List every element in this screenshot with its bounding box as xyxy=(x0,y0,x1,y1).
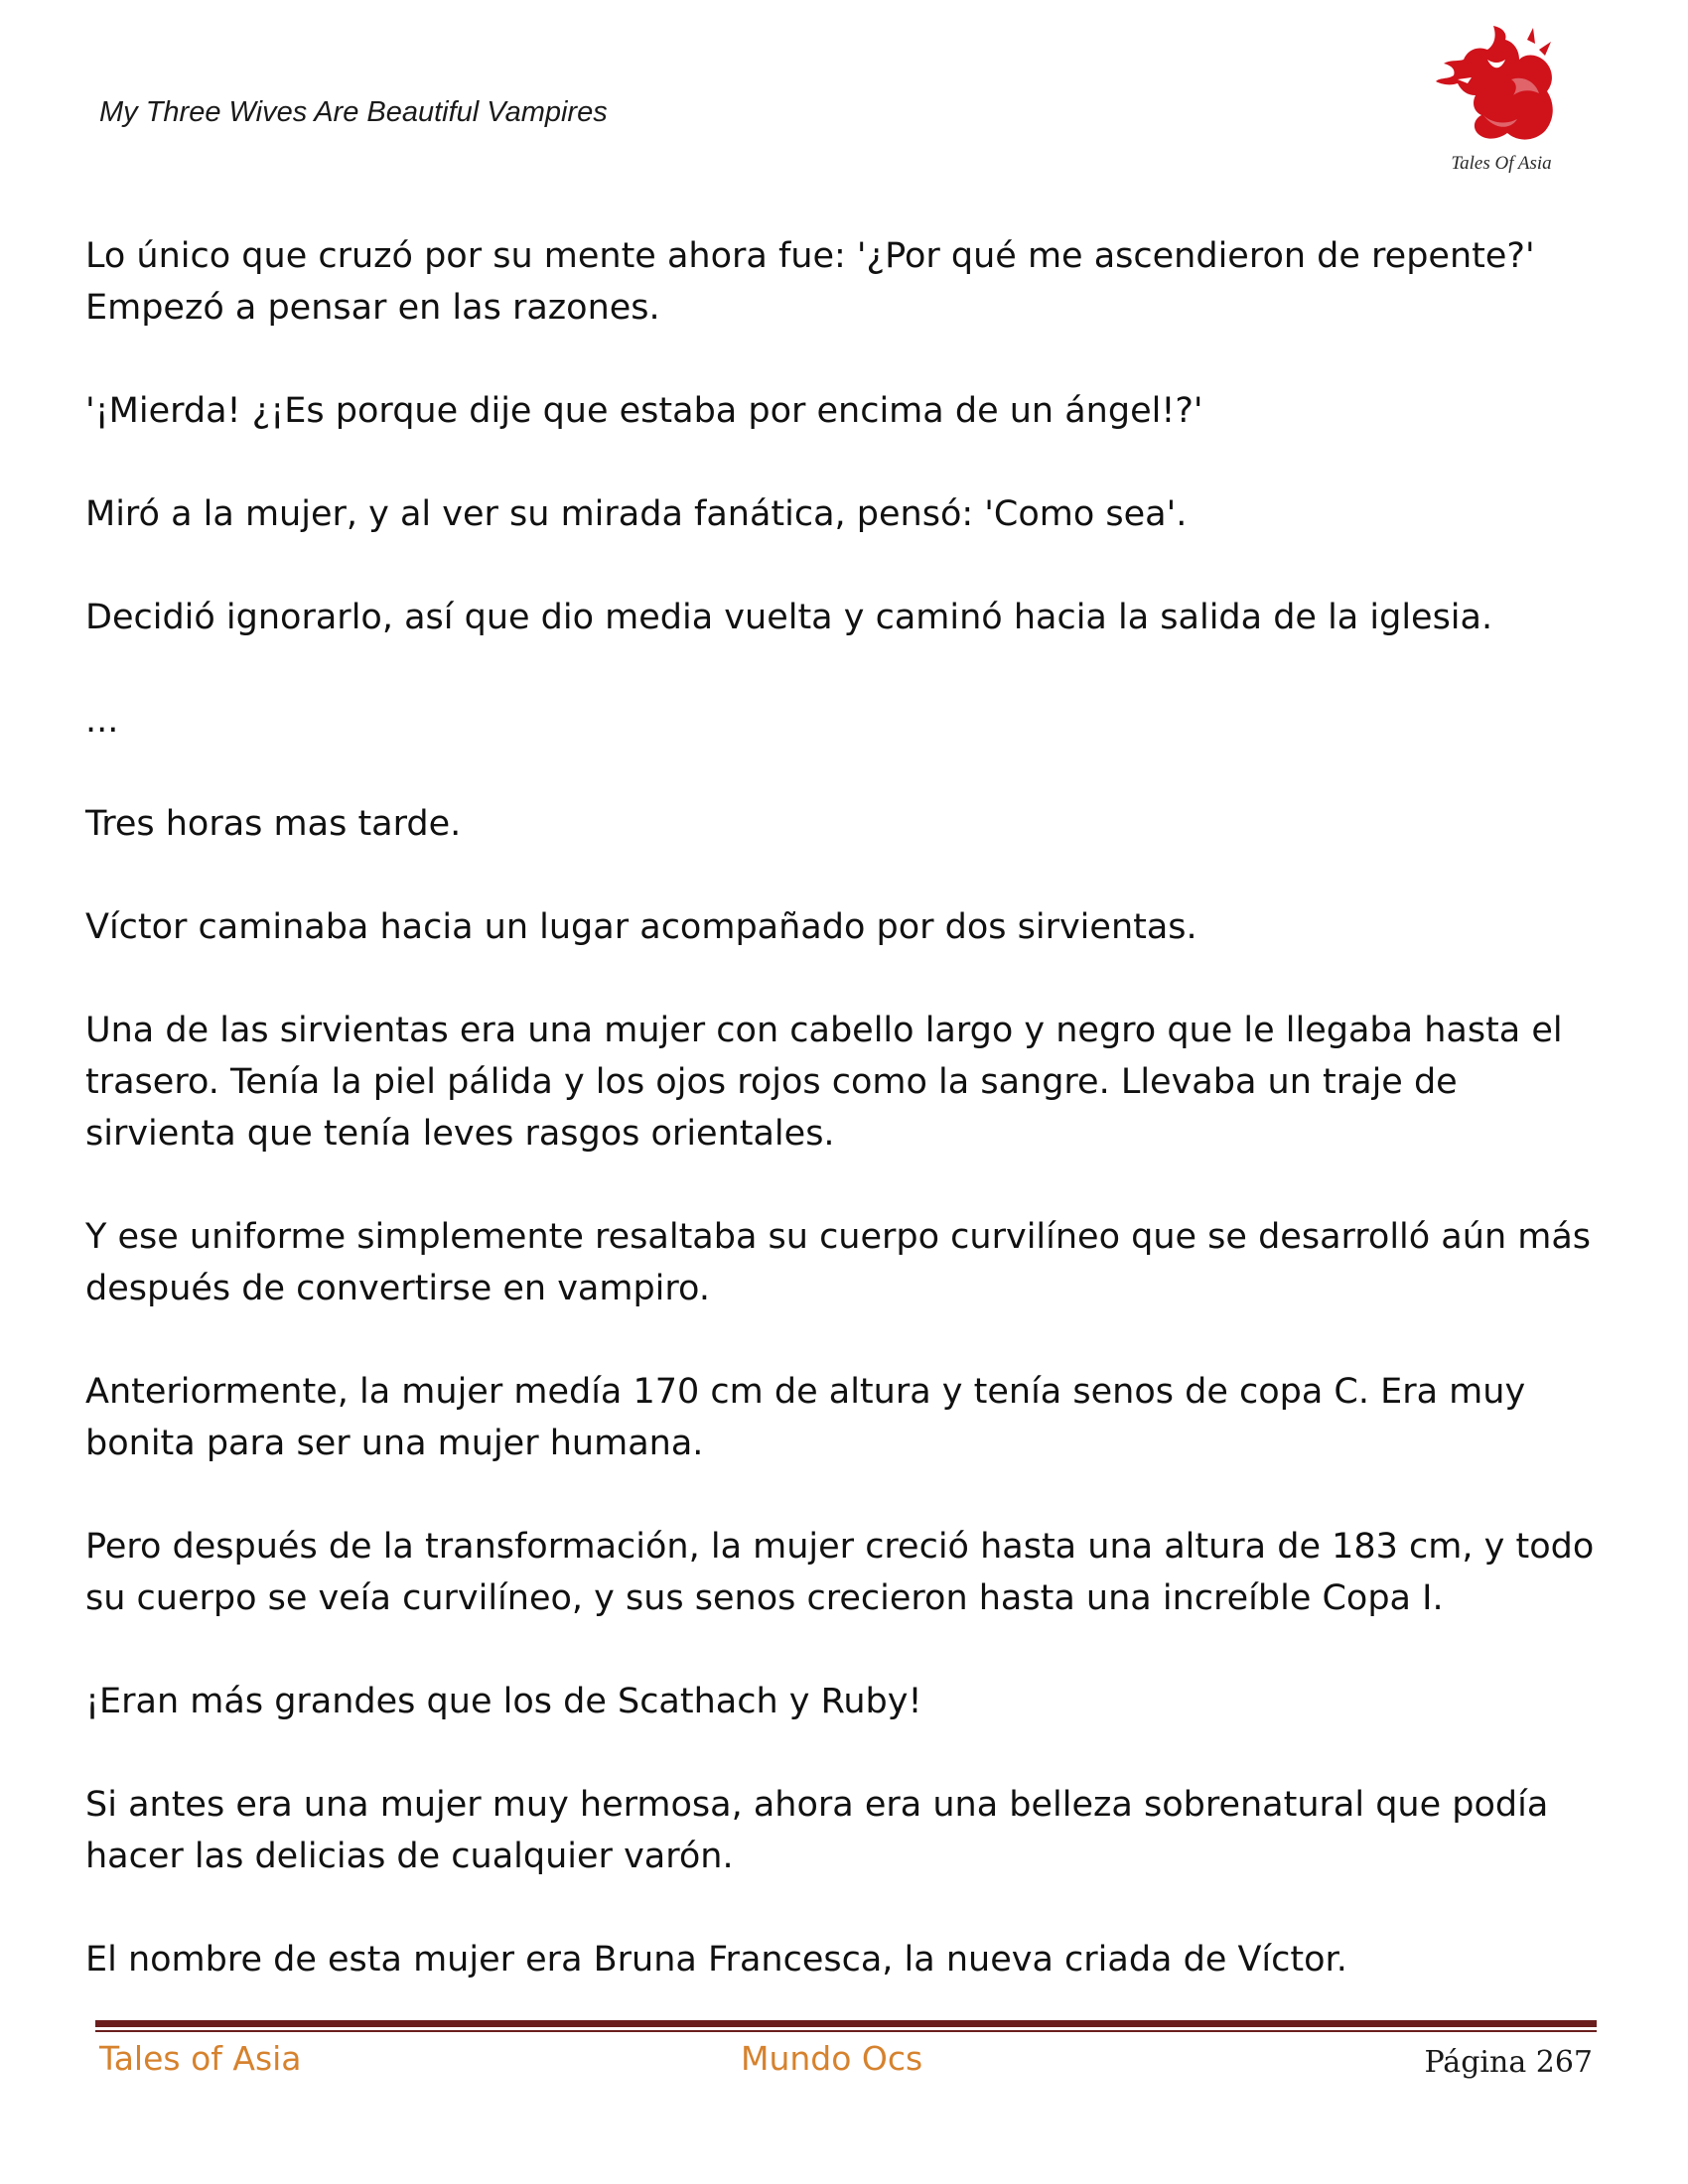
footer-divider xyxy=(95,2020,1597,2032)
paragraph: Pero después de la transformación, la mujer creció hasta una altura de 183 cm, y todo su cuerpo se veía curvilíneo, y sus senos crecieron hasta una increíble Copa I. xyxy=(85,1527,1595,1618)
paragraph: El nombre de esta mujer era Bruna Francesca, la nueva criada de Víctor. xyxy=(85,1940,1347,1979)
chapter-body xyxy=(85,230,1615,2037)
paragraph: Una de las sirvientas era una mujer con cabello largo y negro que le llegaba hasta el trasero. Tenía la piel pálida y los ojos rojos como la sangre. Llevaba un traje de sirvienta que tenía leves rasgos orientales. xyxy=(85,1011,1563,1154)
paragraph: Anteriormente, la mujer medía 170 cm de altura y tenía senos de copa C. Era muy bonita para ser una mujer humana. xyxy=(85,1372,1526,1463)
paragraph: Decidió ignorarlo, así que dio media vuelta y caminó hacia la salida de la iglesia. xyxy=(85,598,1493,637)
footer-publisher: Tales of Asia xyxy=(99,2039,302,2078)
paragraph: ¡Eran más grandes que los de Scathach y Ruby! xyxy=(85,1682,922,1721)
footer-section: Mundo Ocs xyxy=(741,2039,923,2078)
logo-text: Tales Of Asia xyxy=(1451,153,1552,174)
paragraph: Si antes era una mujer muy hermosa, ahora era una belleza sobrenatural que podía hacer las delicias de cualquier varón. xyxy=(85,1785,1549,1876)
paragraph: Tres horas mas tarde. xyxy=(85,804,462,844)
paragraph: Y ese uniforme simplemente resaltaba su cuerpo curvilíneo que se desarrolló aún más después de convertirse en vampiro. xyxy=(85,1217,1592,1308)
paragraph: Lo único que cruzó por su mente ahora fue: '¿Por qué me ascendieron de repente?' Empezó a pensar en las razones. xyxy=(85,236,1535,328)
paragraph-ellipsis: ... xyxy=(85,701,119,741)
running-header-title: My Three Wives Are Beautiful Vampires xyxy=(99,96,608,128)
paragraph: Miró a la mujer, y al ver su mirada fanática, pensó: 'Como sea'. xyxy=(85,494,1188,534)
paragraph: '¡Mierda! ¿¡Es porque dije que estaba por encima de un ángel!?' xyxy=(85,391,1203,431)
red-dragon-logo-icon xyxy=(1428,20,1575,179)
page-number: Página 267 xyxy=(1424,2045,1593,2080)
paragraph: Víctor caminaba hacia un lugar acompañado por dos sirvientas. xyxy=(85,907,1197,947)
